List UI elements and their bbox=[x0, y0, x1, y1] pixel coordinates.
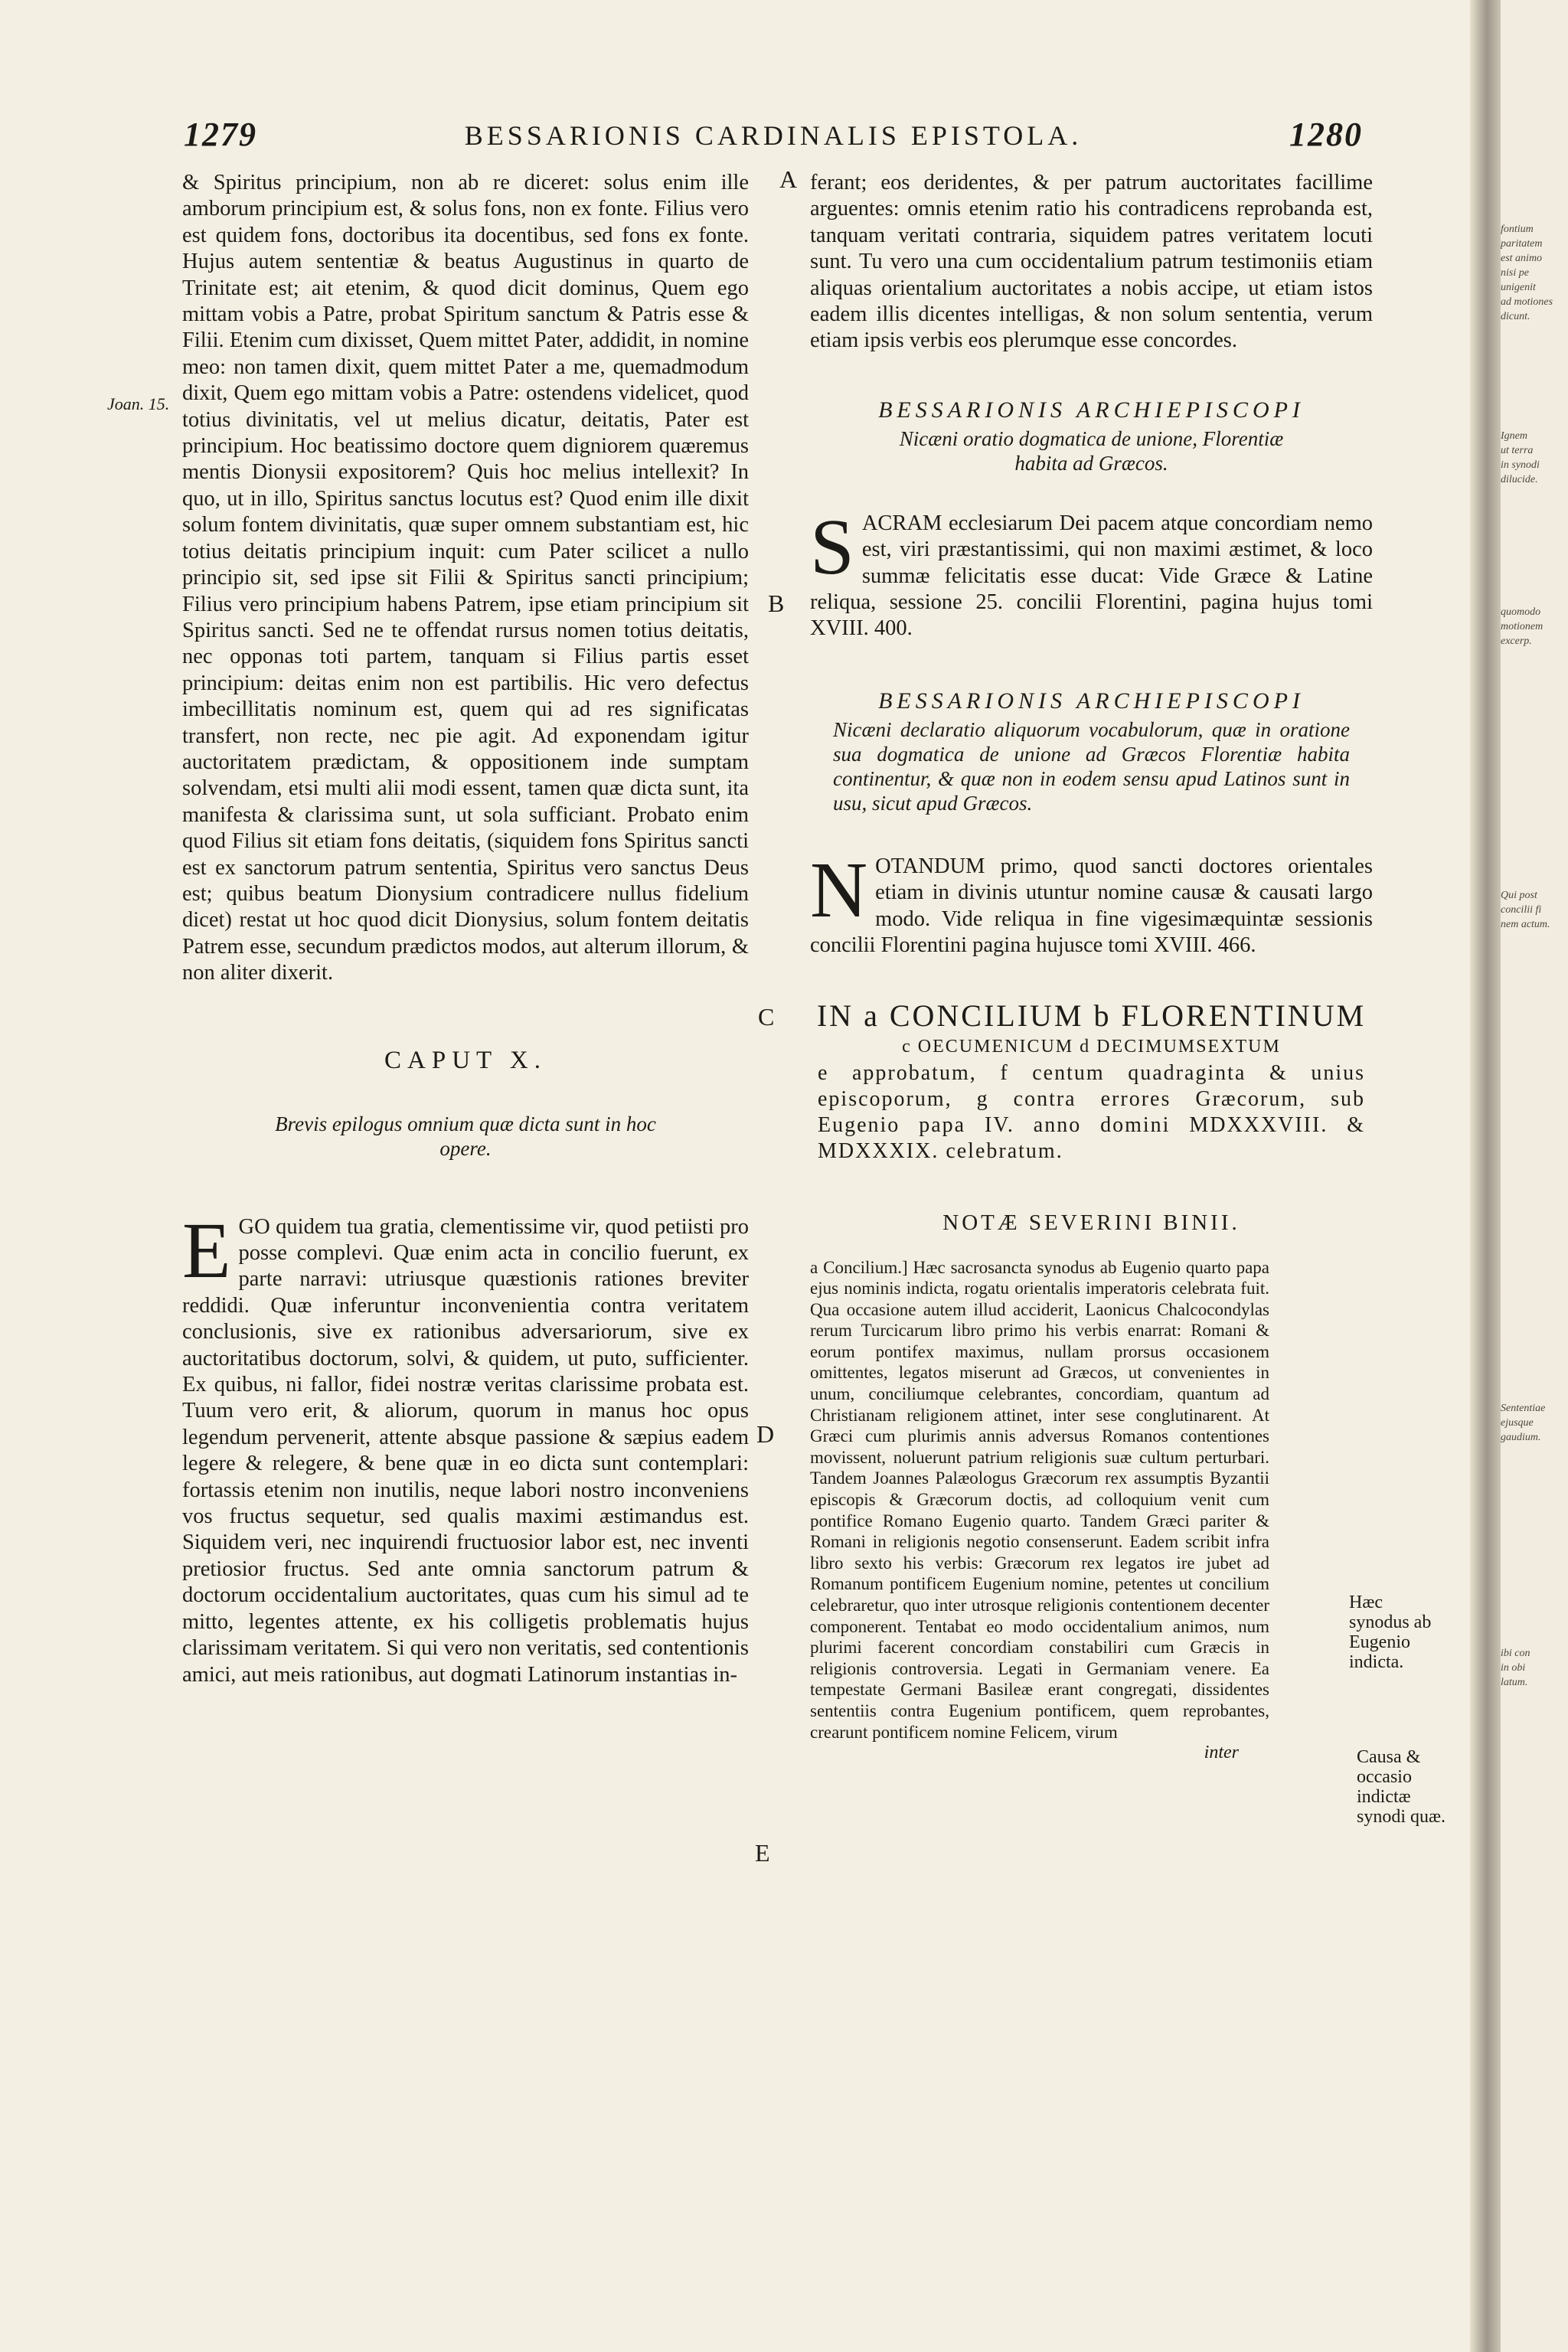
book-gutter bbox=[1470, 0, 1501, 2352]
margin-letter-a: A bbox=[779, 165, 798, 193]
left-paragraph-1: & Spiritus principium, non ab re diceret: solus enim ille amborum principium est, & solus fons, non ex fonte. Filius vero est quidem fons, doctoribus ita docentibus, sed fons ex fonte. Hujus autem sententiæ & beatus Augustinus in quarto de Trinitate est; ait etenim, & quod dicit dominus, Quem ego mittam vobis a Patre, probat Spiritum sanctum & Patris esse & Filii. Etenim cum dixisset, Quem mittet Pater, addidit, in nomine meo: non tamen dixit, quem mittet Pater a me, quemadmodum dixit, Quem ego mittam vobis a Patre: ostendens videlicet, quod totius divinitatis, vel ut melius dicatur, deitatis, Pater est principium. Hoc beatissimo doctore quem digniorem quæremus mentis Dionysii expositorem? Quis hoc melius intellexit? In quo, ut in illo, Spiritus sanctus locutus est? Quod enim ille dixit solum fontem divinitatis, quæ super omnem substantiam est, hic totius deitatis principium inquit: cum Pater scilicet a nullo principio sit, sed ipse sit Filii & Spiritus sancti principium; Filius vero principium habens Patrem, ipse etiam principium sit Spiritus sancti. Sed ne te offendat rursus nomen totius deitatis, nec opponas toti partem, tanquam si Filius partis esset principium: deitas enim non est partibilis. Hic vero defectus imbecillitatis nominum est, quem qui ad res significatas transfert, non recte, nec pie agit. Ad exponendam igitur auctoritatem prædictam, & oppositionem inde sumptam solvendam, etsi multi alii modi essent, tamen quæ dicta sunt, ita manifesta & clarissima sunt, ut sola sufficiant. Probato enim quod Filius sit etiam fons deitatis, (siquidem fons Spiritus sancti est ex sanctorum patrum sententia, Spiritus vero sanctus Deus est; quibus beatum Dionysium contradicere nullus fidelium dicet) restat ut hoc quod dicit Dionysius, solum fontem deitatis Patrem esse, secundum prædictos modos, aut alterum illorum, & non aliter dixerit. bbox=[182, 171, 749, 985]
section-2-body: OTANDUM primo, quod sancti doctores orientales etiam in divinis utuntur nomine causæ & causati largo modo. Vide reliqua in fine vigesimæquintæ sessionis concilii Florentini pagina hujusce tomi XVIII. 466. bbox=[810, 854, 1373, 958]
page-header bbox=[184, 115, 1363, 161]
margin-letter-e: E bbox=[755, 1839, 770, 1867]
margin-letter-b: B bbox=[768, 590, 785, 617]
adjacent-note-4: Qui post concilii fi nem actum. bbox=[1501, 890, 1550, 930]
council-title-rest: e approbatum, f centum quadraginta & unius episcoporum, g contra errores Græcorum, sub Eugenio papa IV. anno domini MDXXXVIII. & MDXXXIX. celebratum. bbox=[818, 1060, 1365, 1163]
section-2-title: BESSARIONIS ARCHIEPISCOPI bbox=[878, 688, 1305, 714]
margin-letter-c: C bbox=[758, 1003, 775, 1031]
drop-cap-s: S bbox=[810, 502, 854, 591]
council-title-line-2: c OECUMENICUM d DECIMUMSEXTUM bbox=[902, 1036, 1281, 1057]
adjacent-page-edge bbox=[1501, 0, 1568, 2352]
left-column bbox=[182, 170, 749, 1688]
section-1-subtitle: Nicæni oratio dogmatica de unione, Florentiæ habita ad Græcos. bbox=[899, 426, 1284, 475]
council-title-line-1: IN a CONCILIUM b FLORENTINUM bbox=[816, 998, 1367, 1033]
right-paragraph-1: ferant; eos deridentes, & per patrum auctoritates facillime arguentes: omnis etenim ratio his contradicens reprobanda est, tanquam veritati contraria, siquidem patres veritatem locuti sunt. Tu vero una cum occidentalium patrum testimoniis etiam aliquas orientalium auctoritates a nobis accipe, ut etiam istos eadem illis dicentes intelligas, & non solum sententia, verum etiam ipsis verbis eos plerumque esse concordes. bbox=[810, 171, 1373, 353]
chapter-subtitle: Brevis epilogus omnium quæ dicta sunt in hoc opere. bbox=[275, 1112, 656, 1160]
drop-cap-n: N bbox=[810, 845, 868, 934]
notes-margin-note-2: Causa & occasio indictæ synodi quæ. bbox=[1357, 1747, 1446, 1827]
section-1-body: ACRAM ecclesiarum Dei pacem atque concordiam nemo est, viri præstantissimi, qui non maximi æstimet, & loco summæ felicitatis esse ducat: Vide Græce & Latine reliqua, sessione 25. concilii Florentini, pagina hujus tomi XVIII. 400. bbox=[810, 511, 1373, 641]
margin-note-scripture: Joan. 15. bbox=[107, 394, 170, 413]
drop-cap-e: E bbox=[182, 1206, 231, 1295]
running-head: BESSARIONIS CARDINALIS EPISTOLA. bbox=[464, 120, 1083, 151]
chapter-heading: CAPUT X. bbox=[384, 1046, 547, 1074]
section-2-text bbox=[810, 845, 1373, 959]
section-2-subtitle: Nicæni declaratio aliquorum vocabulorum, quæ in oratione sua dogmatica de unione ad Græcos Florentiæ habita continentur, & quæ non in eodem sensu apud Latinos sunt in usu, sicut apud Græcos. bbox=[833, 717, 1350, 815]
left-paragraph-2 bbox=[182, 1206, 749, 1688]
adjacent-note-1: fontium paritatem est animo nisi pe unigenit ad motiones dicunt. bbox=[1501, 224, 1553, 322]
notes-body: a Concilium.] Hæc sacrosancta synodus ab Eugenio quarto papa ejus nominis indicta, rogatu orientalis imperatoris celebrata fuit. Qua occasione autem illud acciderit, Laonicus Chalcocondylas rerum Turcicarum libro primo his verbis enarrat: Romani & eorum pontifex maximus, nullam prorsus occasionem omittentes, legatos miserunt ad Græcos, ut convenientes in unum, conciliumque celebrantes, concordiam, quantum ad Christianam religionem attinet, inter sese conglutinarent. At Græci cum plurimis annis adversus Romanos contentiones movissent, noluerunt patrium religionis suæ cultum perturbari. Tandem Joannes Palæologus Græcorum rex assumptis Byzantii episcopis & Græcorum doctis, ad colloquium venit cum pontifice Romano Eugenio quarto. Tandem Græci pariter & Romani in religionis negotio consenserunt. Eadem scribit infra libro sexto his verbis: Græcorum rex legatos ire jubet ad Romanum pontificem Eugenium nomine, petentes ut concilium celebraretur, quo inter utrosque religionis contentionem decenter componerent. Tentabat eo modo occidentalium animos, num plurimi facerent concordiam constabiliri cum Græcis in religionis controversia. Legati in Germaniam venere. Ea tempestate Germani Basileæ erant congregati, dissidentes sententiis contra Eugenium pontificem, quem reprobantes, crearunt pontificem nomine Felicem, virum bbox=[810, 1257, 1269, 1742]
adjacent-note-6: ibi con in obi latum. bbox=[1501, 1648, 1530, 1688]
section-1-title: BESSARIONIS ARCHIEPISCOPI bbox=[878, 397, 1305, 423]
page-number-right: 1280 bbox=[1289, 116, 1363, 153]
adjacent-note-3: quomodo motionem excerp. bbox=[1501, 606, 1544, 647]
catchword: inter bbox=[1204, 1743, 1239, 1763]
page-number-left: 1279 bbox=[184, 116, 257, 153]
notes-heading: NOTÆ SEVERINI BINII. bbox=[942, 1210, 1240, 1235]
adjacent-note-5: Sententiae ejusque gaudium. bbox=[1501, 1403, 1546, 1443]
notes-margin-note-1: Hæc synodus ab Eugenio indicta. bbox=[1349, 1592, 1432, 1672]
left-paragraph-2-text: GO quidem tua gratia, clementissime vir, quod petiisti pro posse complevi. Quæ enim acta in concilio fuerunt, ex parte narravi: utriusque quæstionis rationes breviter reddidi. Quæ inferuntur inconvenientia contra veritatem conclusionis, sive ex rationibus adversariorum, sive ex auctoritatibus doctorum, solvi, & quidem, ut puto, sufficienter. Ex quibus, ni fallor, fidei nostræ veritas clarissime probata est. Tuum vero erit, & aliorum, quorum in manus hoc opus legendum pervenerit, attente absque passione & sæpius eadem legere & relegere, & bene quæ in eo dicta sunt contemplari: fortassis etenim non inutilis, neque labori nostro inconveniens vos fructus sequetur, sed qualis maximi æstimandus est. Siquidem veri, nec inquirendi fructuosior labor est, nec inventi pretiosior fructus. Sed ante omnia sanctorum patrum & doctorum occidentalium auctoritates, quas cum his simul ad te mitto, legentes attente, ex his colligetis problematis hujus clarissimam veritatem. Si qui vero non veritatis, sed contentionis amici, aut meis rationibus, aut dogmati Latinorum instantias in- bbox=[182, 1214, 749, 1687]
adjacent-note-2: Ignem ut terra in synodi dilucide. bbox=[1501, 430, 1540, 485]
margin-letter-d: D bbox=[756, 1420, 775, 1448]
section-1-text bbox=[810, 502, 1373, 642]
right-column bbox=[810, 170, 1373, 1763]
